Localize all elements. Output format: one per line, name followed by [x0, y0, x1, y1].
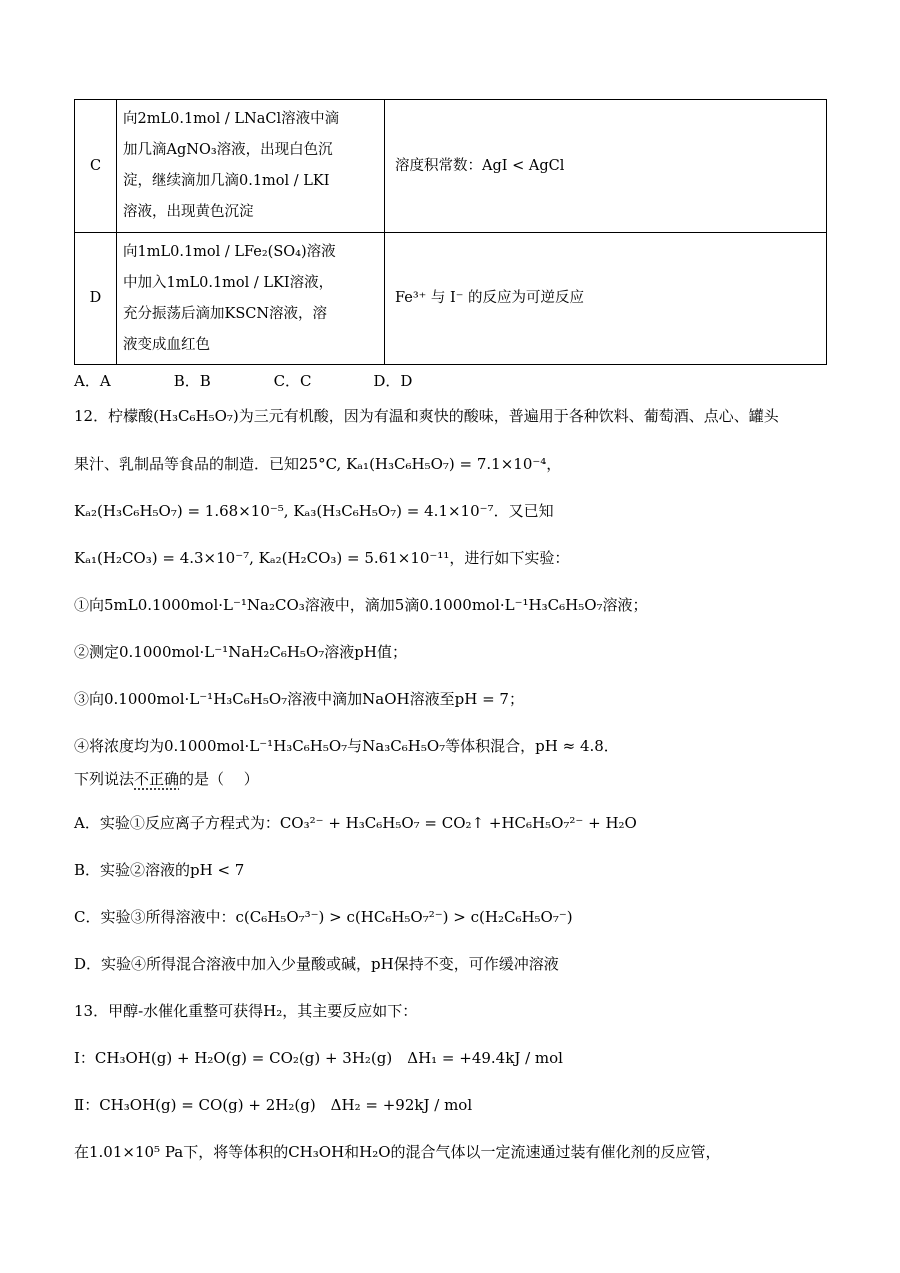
q12-stem-line: Kₐ₁(H₂CO₃) = 4.3×10⁻⁷, Kₐ₂(H₂CO₃) = 5.61×10⁻¹¹，进行如下实验：	[74, 549, 570, 567]
procedure-line: 向2mL0.1mol / LNaCl溶液中滴	[123, 111, 340, 127]
procedure-cell	[117, 100, 385, 233]
table-row	[75, 233, 827, 365]
choice-d: D．D	[373, 372, 413, 390]
question-post: 的是（ ）	[179, 770, 259, 788]
question-emphasis: 不正确	[134, 770, 180, 788]
procedure-line: 淀，继续滴加几滴0.1mol / LKI	[123, 173, 330, 189]
q13-stem: 13．甲醇-水催化重整可获得H₂，其主要反应如下：	[74, 1002, 418, 1020]
procedure-line: 充分振荡后滴加KSCN溶液，溶	[123, 305, 328, 322]
option-label: C	[75, 100, 117, 233]
option-label: D	[75, 233, 117, 365]
question-pre: 下列说法	[74, 770, 135, 788]
table-row	[75, 100, 827, 233]
choice-c: C．C	[273, 372, 312, 390]
conclusion-cell: Fe³⁺ 与 I⁻ 的反应为可逆反应	[385, 233, 827, 365]
q12-experiment-1: ①向5mL0.1000mol·L⁻¹Na₂CO₃溶液中，滴加5滴0.1000mol·L⁻¹H₃C₆H₅O₇溶液；	[74, 596, 648, 614]
q12-experiment-4: ④将浓度均为0.1000mol·L⁻¹H₃C₆H₅O₇与Na₃C₆H₅O₇等体积混合，pH ≈ 4.8．	[74, 737, 619, 755]
procedure-line: 中加入1mL0.1mol / LKI溶液，	[123, 274, 334, 291]
experiment-table	[74, 99, 827, 365]
q13-reaction-1: Ⅰ：CH₃OH(g) + H₂O(g) = CO₂(g) + 3H₂(g) ΔH₁ = +49.4kJ / mol	[74, 1049, 563, 1067]
q12-stem-line: 果汁、乳制品等食品的制造．已知25°C, Kₐ₁(H₃C₆H₅O₇) = 7.1×10⁻⁴，	[74, 455, 562, 473]
q13-reaction-2: Ⅱ：CH₃OH(g) = CO(g) + 2H₂(g) ΔH₂ = +92kJ / mol	[74, 1096, 473, 1114]
procedure-line: 向1mL0.1mol / LFe₂(SO₄)溶液	[123, 243, 336, 260]
procedure-line: 液变成血红色	[123, 336, 210, 353]
procedure-cell	[117, 233, 385, 365]
q11-choices	[74, 370, 412, 391]
q12-experiment-3: ③向0.1000mol·L⁻¹H₃C₆H₅O₇溶液中滴加NaOH溶液至pH = 7；	[74, 690, 524, 708]
q12-experiment-2: ②测定0.1000mol·L⁻¹NaH₂C₆H₅O₇溶液pH值；	[74, 643, 407, 661]
q12-option-b: B．实验②溶液的pH < 7	[74, 861, 245, 879]
q12-stem-line: Kₐ₂(H₃C₆H₅O₇) = 1.68×10⁻⁵, Kₐ₃(H₃C₆H₅O₇) = 4.1×10⁻⁷．又已知	[74, 502, 554, 520]
procedure-line: 加几滴AgNO₃溶液，出现白色沉	[123, 142, 333, 158]
conclusion-cell: 溶度积常数：AgI < AgCl	[385, 100, 827, 233]
procedure-line: 溶液，出现黄色沉淀	[123, 204, 254, 220]
q12-question	[74, 768, 259, 789]
q12-option-d: D．实验④所得混合溶液中加入少量酸或碱，pH保持不变，可作缓冲溶液	[74, 955, 559, 973]
q13-condition: 在1.01×10⁵ Pa下，将等体积的CH₃OH和H₂O的混合气体以一定流速通过装有催化剂的反应管，	[74, 1143, 721, 1161]
choice-b: B．B	[173, 372, 211, 390]
choice-a: A．A	[74, 372, 111, 390]
q12-option-a: A．实验①反应离子方程式为：CO₃²⁻ + H₃C₆H₅O₇ = CO₂↑ +HC₆H₅O₇²⁻ + H₂O	[74, 814, 637, 832]
q12-stem-line: 12．柠檬酸(H₃C₆H₅O₇)为三元有机酸，因为有温和爽快的酸味，普遍用于各种饮料、葡萄酒、点心、罐头	[74, 407, 779, 425]
q12-option-c: C．实验③所得溶液中：c(C₆H₅O₇³⁻) > c(HC₆H₅O₇²⁻) > c(H₂C₆H₅O₇⁻)	[74, 908, 573, 926]
